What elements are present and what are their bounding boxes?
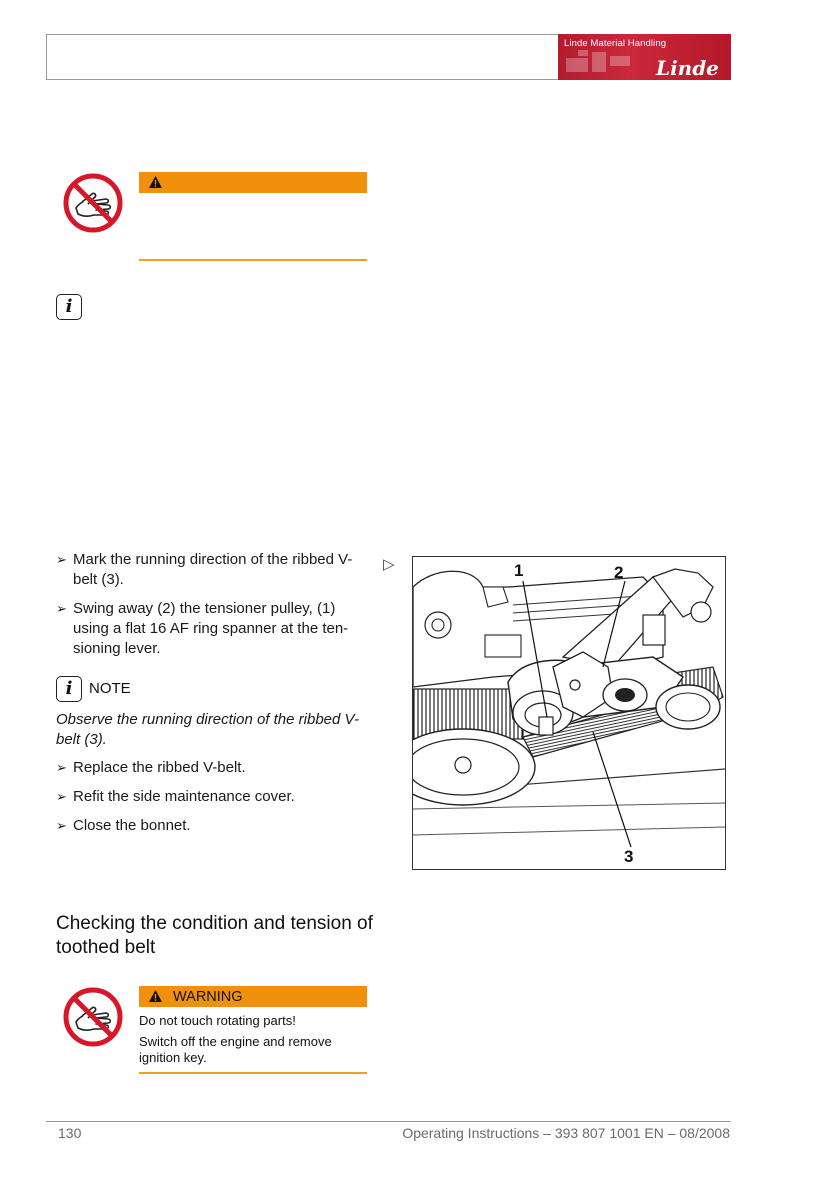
brand-text: Linde Material Handling	[564, 38, 667, 49]
warning-label: WARNING	[173, 989, 243, 1005]
warning-text-1: Do not touch rotating parts!	[139, 1013, 296, 1028]
warning-divider-bottom	[139, 1072, 367, 1074]
warning-divider-top	[139, 259, 367, 261]
document-reference: Operating Instructions – 393 807 1001 EN – 08/2008	[402, 1125, 730, 1141]
info-icon: i	[56, 294, 82, 320]
note-info-icon: i	[56, 676, 82, 702]
warning-triangle-icon	[148, 175, 163, 189]
callout-1: 1	[514, 561, 524, 580]
no-touch-prohibition-icon	[62, 986, 124, 1048]
callout-2: 2	[614, 563, 624, 582]
warning-triangle-icon	[148, 989, 163, 1003]
engine-belt-drawing	[413, 557, 725, 869]
warning-bar-top	[139, 172, 367, 193]
arrow-bullet-icon: ➢	[56, 601, 67, 616]
warning-text-2: Switch off the engine and remove ignition key.	[139, 1034, 332, 1065]
section-heading: Checking the condition and tension of toothed belt	[56, 913, 373, 958]
page-number: 130	[58, 1125, 82, 1141]
linde-logo: Linde	[656, 56, 719, 80]
note-label: NOTE	[89, 680, 131, 697]
note-text: Observe the running direction of the ribbed V-belt (3).	[56, 711, 359, 748]
belt-illustration	[412, 556, 726, 870]
arrow-bullet-icon: ➢	[56, 818, 67, 833]
arrow-bullet-icon: ➢	[56, 789, 67, 804]
callout-3: 3	[624, 847, 634, 866]
figure-pointer-icon: ▷	[383, 556, 395, 573]
no-touch-prohibition-icon	[62, 172, 124, 234]
footer-divider	[46, 1121, 731, 1122]
arrow-bullet-icon: ➢	[56, 760, 67, 775]
arrow-bullet-icon: ➢	[56, 552, 67, 567]
warning-bar-bottom	[139, 986, 367, 1007]
